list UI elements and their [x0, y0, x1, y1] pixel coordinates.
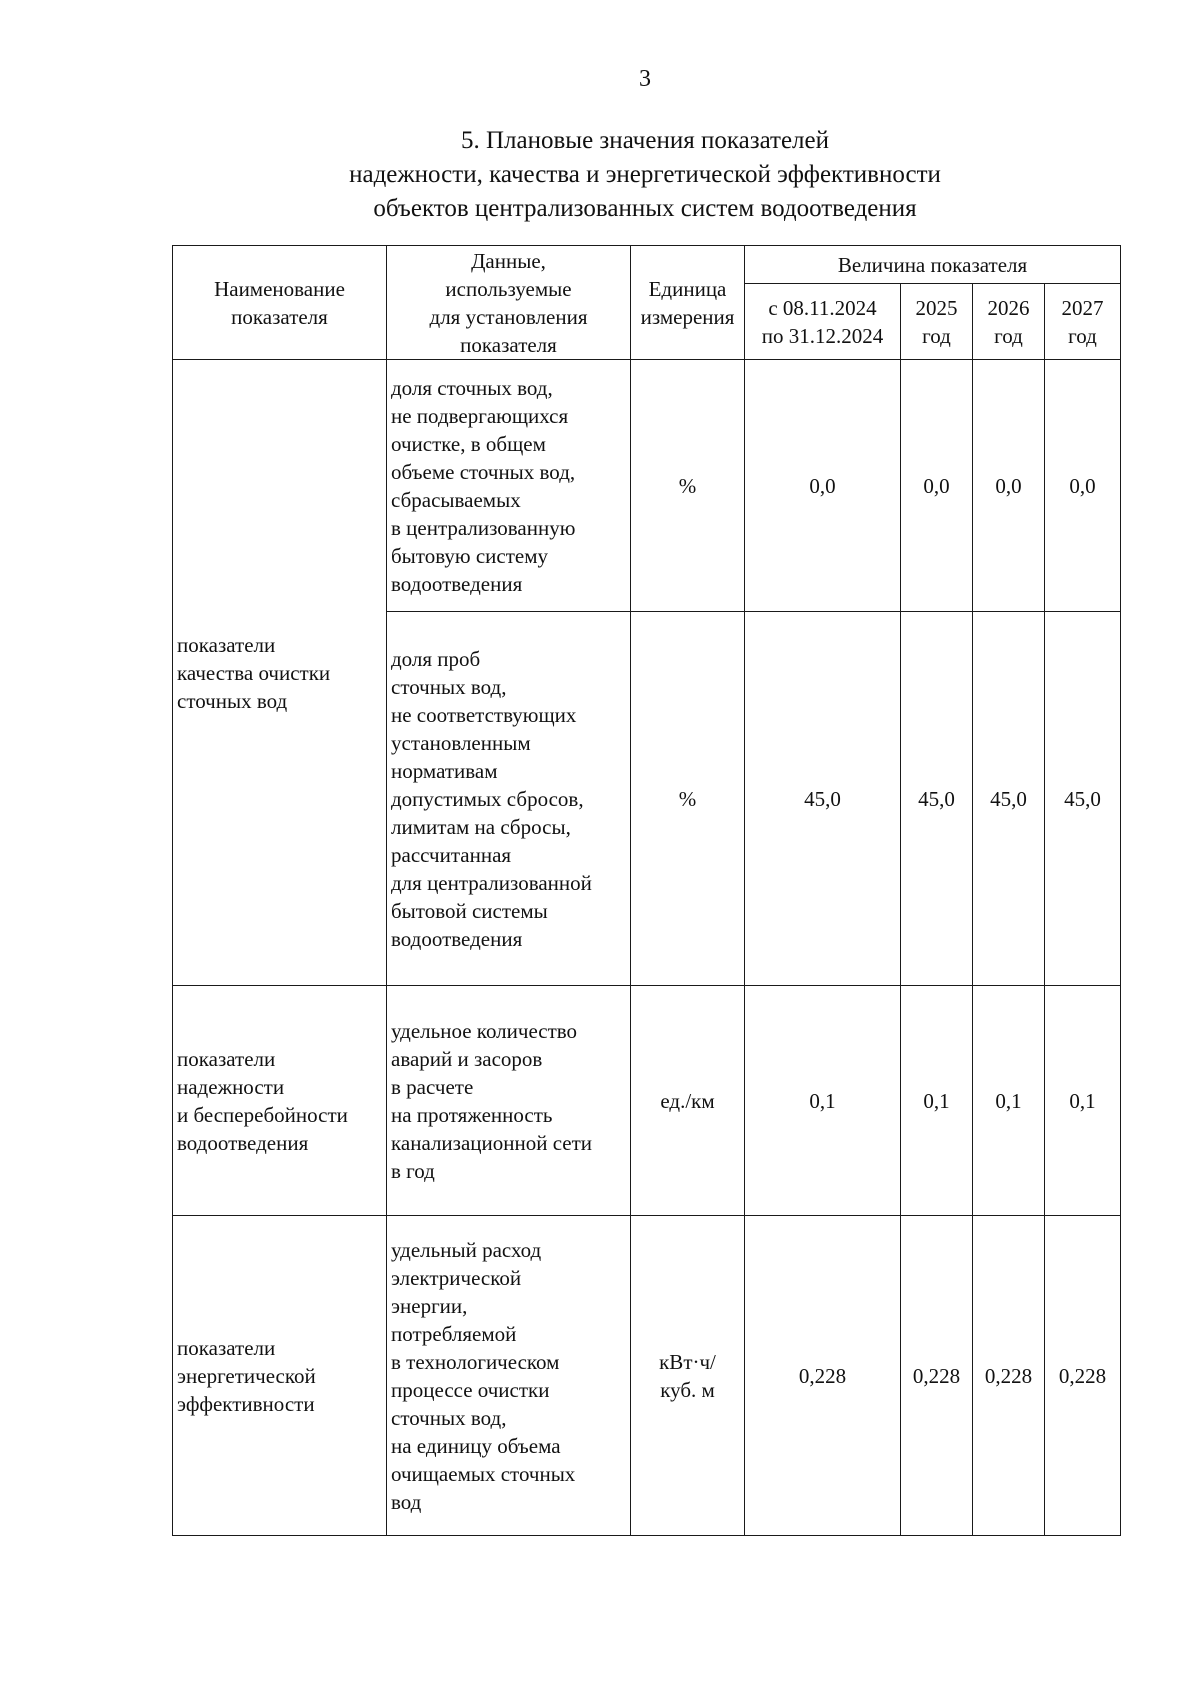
text-line: год — [994, 323, 1023, 348]
text-line: куб. м — [660, 1377, 715, 1402]
text-line: доля проб — [391, 646, 481, 671]
text-line: процессе очистки — [391, 1377, 550, 1402]
data-description — [387, 612, 631, 986]
text-line: показатели — [177, 1335, 276, 1360]
unit-cell — [631, 1216, 745, 1536]
text-line: % — [678, 786, 697, 811]
text-line: доля сточных вод, — [391, 375, 553, 400]
group-reliability — [173, 986, 387, 1216]
header-indicator-name — [173, 246, 387, 360]
text-line: не подвергающихся — [391, 403, 569, 428]
page-number: 3 — [639, 66, 651, 92]
text-line: на единицу объема — [391, 1433, 561, 1458]
text-line: измерения — [640, 304, 735, 329]
text-line: показателя — [460, 332, 557, 357]
text-line: аварий и засоров — [391, 1046, 543, 1071]
text-line: водоотведения — [391, 571, 523, 596]
text-line: качества очистки — [177, 660, 331, 685]
value-cell: 45,0 — [1045, 612, 1121, 986]
text-line: канализационной сети — [391, 1130, 593, 1155]
text-line: надежности — [177, 1074, 285, 1099]
text-line: установленным — [391, 730, 531, 755]
text-line: удельное количество — [391, 1018, 578, 1043]
text-line: Единица — [648, 276, 727, 301]
text-line: в технологическом — [391, 1349, 560, 1374]
data-description — [387, 986, 631, 1216]
value-cell: 0,0 — [901, 360, 973, 612]
header-data-used — [387, 246, 631, 360]
text-line: сбрасываемых — [391, 487, 521, 512]
text-line: для установления — [429, 304, 588, 329]
value-cell: 0,1 — [901, 986, 973, 1216]
text-line: год — [922, 323, 951, 348]
text-line: в год — [391, 1158, 435, 1183]
text-line: 2025 — [915, 295, 958, 320]
table-row — [173, 1216, 1121, 1536]
text-line: очистке, в общем — [391, 431, 546, 456]
text-line: на протяженность — [391, 1102, 553, 1127]
unit-cell — [631, 986, 745, 1216]
unit-cell — [631, 360, 745, 612]
text-line: бытовую систему — [391, 543, 548, 568]
text-line: показатели — [177, 1046, 276, 1071]
text-line: показатели — [177, 632, 276, 657]
text-line: для централизованной — [391, 870, 592, 895]
text-line: водоотведения — [391, 926, 523, 951]
value-cell: 0,1 — [1045, 986, 1121, 1216]
title-line: объектов централизованных систем водоотведения — [373, 195, 917, 222]
header-period-2024 — [745, 284, 901, 360]
group-energy — [173, 1216, 387, 1536]
text-line: энергии, — [391, 1293, 468, 1318]
text-line: водоотведения — [177, 1130, 309, 1155]
value-cell: 0,0 — [973, 360, 1045, 612]
text-line: % — [678, 473, 697, 498]
text-line: эффективности — [177, 1391, 315, 1416]
value-cell: 0,228 — [745, 1216, 901, 1536]
text-line: лимитам на сбросы, — [391, 814, 571, 839]
value-cell: 0,0 — [1045, 360, 1121, 612]
text-line: по 31.12.2024 — [761, 323, 884, 348]
indicators-table — [172, 245, 1121, 1536]
text-line: Данные, — [471, 248, 546, 273]
text-line: рассчитанная — [391, 842, 512, 867]
text-line: очищаемых сточных — [391, 1461, 576, 1486]
value-cell: 0,1 — [745, 986, 901, 1216]
data-description — [387, 360, 631, 612]
value-cell: 45,0 — [901, 612, 973, 986]
table-row — [173, 986, 1121, 1216]
value-cell: 0,0 — [745, 360, 901, 612]
text-line: в расчете — [391, 1074, 474, 1099]
group-quality — [173, 360, 387, 986]
text-line: энергетической — [177, 1363, 316, 1388]
text-line: не соответствующих — [391, 702, 577, 727]
text-line: удельный расход — [391, 1237, 542, 1262]
text-line: используемые — [445, 276, 572, 301]
text-line: с 08.11.2024 — [768, 295, 877, 320]
title-line: 5. Плановые значения показателей — [460, 127, 830, 154]
header-value-group: Величина показателя — [745, 246, 1121, 284]
text-line: потребляемой — [391, 1321, 517, 1346]
text-line: допустимых сбросов, — [391, 786, 584, 811]
text-line: сточных вод, — [391, 674, 507, 699]
text-line: и бесперебойности — [177, 1102, 348, 1127]
data-description — [387, 1216, 631, 1536]
header-year-2026 — [973, 284, 1045, 360]
text-line: 2027 — [1061, 295, 1104, 320]
value-cell: 0,1 — [973, 986, 1045, 1216]
text-line: нормативам — [391, 758, 498, 783]
text-line: Наименование — [214, 276, 345, 301]
text-line: кВт·ч/ — [659, 1349, 716, 1374]
header-year-2025 — [901, 284, 973, 360]
text-line: ед./км — [660, 1088, 715, 1113]
document-title — [0, 124, 1200, 226]
text-line: год — [1068, 323, 1097, 348]
text-line: сточных вод — [177, 688, 288, 713]
value-cell: 45,0 — [745, 612, 901, 986]
text-line: объеме сточных вод, — [391, 459, 576, 484]
title-line: надежности, качества и энергетической эффективности — [349, 161, 941, 188]
value-cell: 0,228 — [901, 1216, 973, 1536]
unit-cell — [631, 612, 745, 986]
text-line: бытовой системы — [391, 898, 548, 923]
value-cell: 0,228 — [973, 1216, 1045, 1536]
text-line: 2026 — [987, 295, 1030, 320]
value-cell: 45,0 — [973, 612, 1045, 986]
value-cell: 0,228 — [1045, 1216, 1121, 1536]
text-line: сточных вод, — [391, 1405, 507, 1430]
text-line: вод — [391, 1489, 422, 1514]
text-line: электрической — [391, 1265, 522, 1290]
text-line: показателя — [231, 304, 328, 329]
header-unit — [631, 246, 745, 360]
header-year-2027 — [1045, 284, 1121, 360]
table-row — [173, 360, 1121, 612]
text-line: в централизованную — [391, 515, 576, 540]
